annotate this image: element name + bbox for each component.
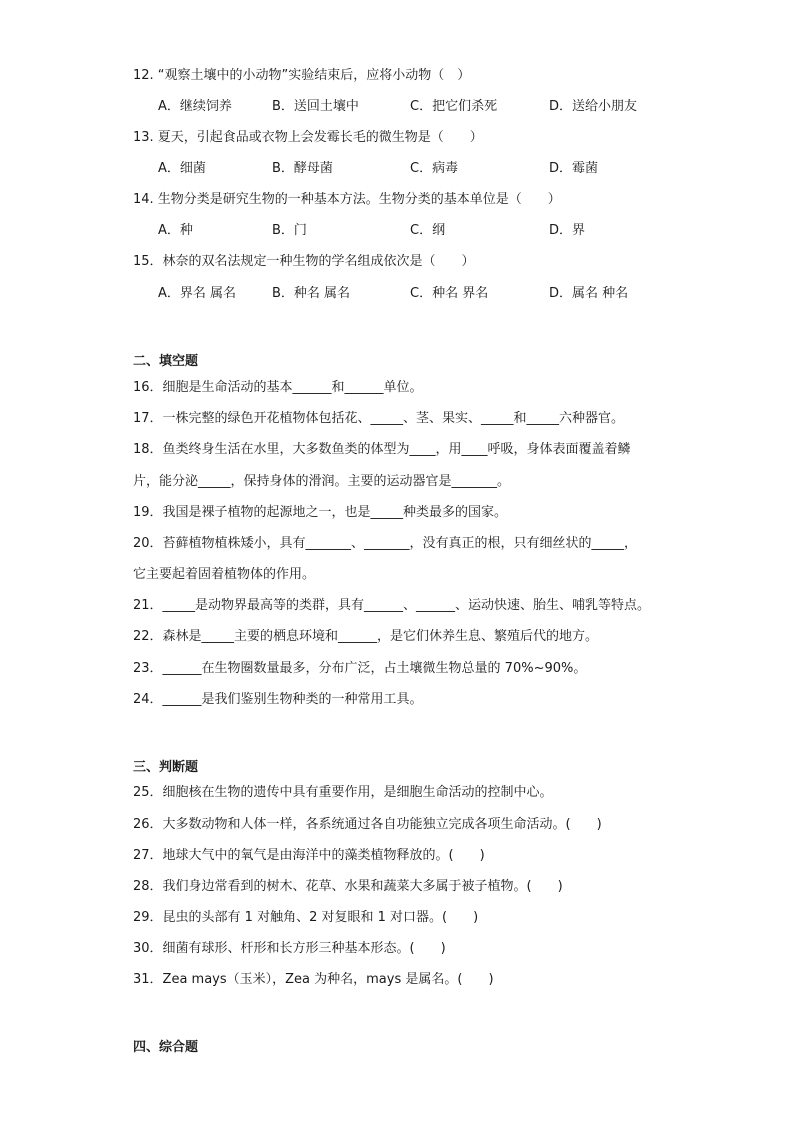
q13-option-c: C．病毒 xyxy=(410,161,459,176)
q13-option-d: D．霉菌 xyxy=(549,161,599,176)
question-30: 30．细菌有球形、杆形和长方形三种基本形态。( ) xyxy=(133,941,446,956)
question-25: 25．细胞核在生物的遗传中具有重要作用，是细胞生命活动的控制中心。 xyxy=(133,785,553,800)
question-27: 27．地球大气中的氧气是由海洋中的藻类植物释放的。( ) xyxy=(133,848,485,863)
question-29: 29．昆虫的头部有 1 对触角、2 对复眼和 1 对口器。( ) xyxy=(133,910,479,925)
q12-option-a: A．继续饲养 xyxy=(158,99,232,114)
question-22: 22．森林是_____主要的栖息环境和______，是它们休养生息、繁殖后代的地方。 xyxy=(133,629,599,644)
q13-option-a: A．细菌 xyxy=(158,161,206,176)
question-15: 15．林奈的双名法规定一种生物的学名组成依次是（ ） xyxy=(133,254,475,269)
q15-option-a: A．界名 属名 xyxy=(158,286,237,301)
question-24: 24．______是我们鉴别生物种类的一种常用工具。 xyxy=(133,692,423,707)
question-20: 20．苔藓植物植株矮小，具有_______、_______，没有真正的根，只有细丝状的_____， xyxy=(133,536,638,551)
q14-option-d: D．界 xyxy=(549,223,586,238)
question-13: 13. 夏天，引起食品或衣物上会发霉长毛的微生物是（ ） xyxy=(133,130,483,145)
q12-option-b: B．送回土壤中 xyxy=(272,99,359,114)
question-17: 17．一株完整的绿色开花植物体包括花、_____、茎、果实、_____和_____六种器官。 xyxy=(133,411,625,426)
question-14: 14. 生物分类是研究生物的一种基本方法。生物分类的基本单位是（ ） xyxy=(133,192,561,207)
q12-option-d: D．送给小朋友 xyxy=(549,99,638,114)
q12-option-c: C．把它们杀死 xyxy=(410,99,498,114)
section-heading-judge: 三、判断题 xyxy=(133,760,199,775)
question-26: 26．大多数动物和人体一样，各系统通过各自功能独立完成各项生命活动。( ) xyxy=(133,817,602,832)
question-16: 16．细胞是生命活动的基本______和______单位。 xyxy=(133,380,423,395)
question-21: 21．_____是动物界最高等的类群，具有______、______、运动快速、胎生、哺乳等特点。 xyxy=(133,598,651,613)
question-23: 23．______在生物圈数量最多，分布广泛，占土壤微生物总量的 70%~90%。 xyxy=(133,661,587,676)
q13-option-b: B．酵母菌 xyxy=(272,161,333,176)
q15-option-d: D．属名 种名 xyxy=(549,286,629,301)
q15-option-b: B．种名 属名 xyxy=(272,286,351,301)
q14-option-b: B．门 xyxy=(272,223,307,238)
q15-option-c: C．种名 界名 xyxy=(410,286,489,301)
question-19: 19．我国是裸子植物的起源地之一，也是_____种类最多的国家。 xyxy=(133,505,508,520)
question-20-cont: 它主要起着固着植物体的作用。 xyxy=(133,567,316,582)
section-heading-comprehensive: 四、综合题 xyxy=(133,1040,199,1055)
question-18-cont: 片，能分泌_____，保持身体的滑润。主要的运动器官是_______。 xyxy=(133,474,511,489)
q14-option-a: A．种 xyxy=(158,223,193,238)
question-18: 18．鱼类终身生活在水里，大多数鱼类的体型为____，用____呼吸，身体表面覆盖着鳞 xyxy=(133,442,631,457)
question-12: 12. “观察土壤中的小动物”实验结束后，应将小动物（ ） xyxy=(133,68,471,83)
section-heading-fill: 二、填空题 xyxy=(133,354,199,369)
question-28: 28．我们身边常看到的树木、花草、水果和蔬菜大多属于被子植物。( ) xyxy=(133,879,563,894)
question-31: 31．Zea mays（玉米），Zea 为种名，mays 是属名。( ) xyxy=(133,972,494,987)
q14-option-c: C．纲 xyxy=(410,223,446,238)
